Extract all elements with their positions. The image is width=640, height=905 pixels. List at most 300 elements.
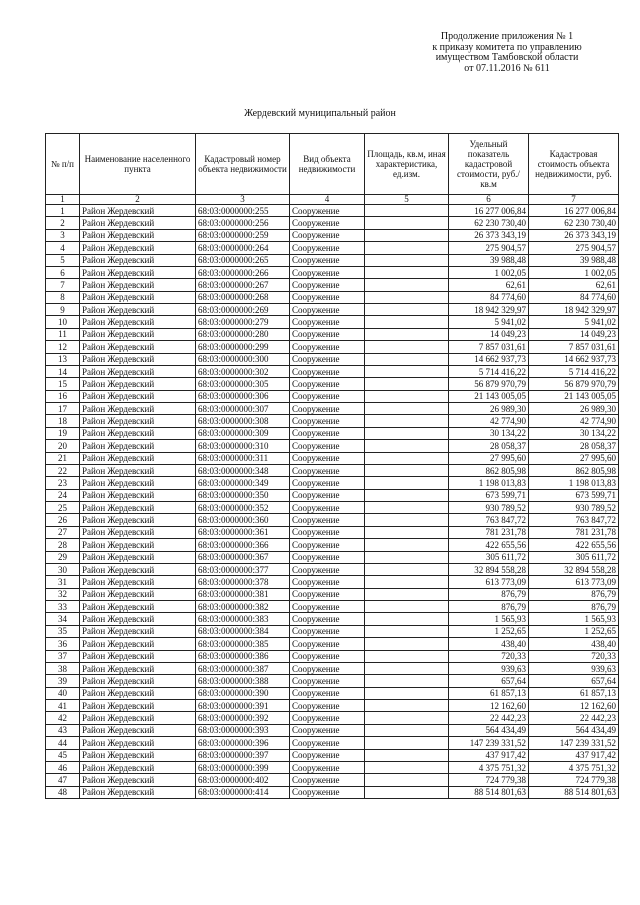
cadastral-number: 68:03:0000000:280 bbox=[196, 328, 290, 340]
object-type: Сооружение bbox=[290, 205, 365, 217]
table-row bbox=[46, 341, 619, 353]
cadastral-number: 68:03:0000000:381 bbox=[196, 588, 290, 600]
settlement-name: Район Жердевский bbox=[80, 526, 196, 538]
specific-value: 275 904,57 bbox=[449, 242, 529, 254]
cadastral-number: 68:03:0000000:349 bbox=[196, 477, 290, 489]
cadastral-number: 68:03:0000000:393 bbox=[196, 724, 290, 736]
settlement-name: Район Жердевский bbox=[80, 749, 196, 761]
row-number: 25 bbox=[46, 502, 80, 514]
cadastral-cost: 862 805,98 bbox=[529, 464, 619, 476]
object-type: Сооружение bbox=[290, 539, 365, 551]
row-number: 42 bbox=[46, 712, 80, 724]
settlement-name: Район Жердевский bbox=[80, 341, 196, 353]
cadastral-number: 68:03:0000000:300 bbox=[196, 353, 290, 365]
cadastral-cost: 88 514 801,63 bbox=[529, 786, 619, 798]
area-value bbox=[365, 576, 449, 588]
object-type: Сооружение bbox=[290, 625, 365, 637]
table-row bbox=[46, 675, 619, 687]
cadastral-cost: 61 857,13 bbox=[529, 687, 619, 699]
cadastral-cost: 16 277 006,84 bbox=[529, 205, 619, 217]
settlement-name: Район Жердевский bbox=[80, 403, 196, 415]
cadastral-cost: 437 917,42 bbox=[529, 749, 619, 761]
cadastral-cost: 5 714 416,22 bbox=[529, 365, 619, 377]
cadastral-number: 68:03:0000000:399 bbox=[196, 761, 290, 773]
table-row bbox=[46, 279, 619, 291]
table-row bbox=[46, 229, 619, 241]
table-row bbox=[46, 576, 619, 588]
table-row bbox=[46, 502, 619, 514]
settlement-name: Район Жердевский bbox=[80, 304, 196, 316]
object-type: Сооружение bbox=[290, 452, 365, 464]
settlement-name: Район Жердевский bbox=[80, 217, 196, 229]
cadastral-number: 68:03:0000000:307 bbox=[196, 403, 290, 415]
settlement-name: Район Жердевский bbox=[80, 254, 196, 266]
specific-value: 42 774,90 bbox=[449, 415, 529, 427]
area-value bbox=[365, 662, 449, 674]
cadastral-cost: 26 989,30 bbox=[529, 403, 619, 415]
object-type: Сооружение bbox=[290, 415, 365, 427]
area-value bbox=[365, 650, 449, 662]
table-row bbox=[46, 737, 619, 749]
row-number: 32 bbox=[46, 588, 80, 600]
area-value bbox=[365, 242, 449, 254]
row-number: 48 bbox=[46, 786, 80, 798]
settlement-name: Район Жердевский bbox=[80, 266, 196, 278]
cadastral-number: 68:03:0000000:306 bbox=[196, 390, 290, 402]
cadastral-cost: 1 002,05 bbox=[529, 266, 619, 278]
settlement-name: Район Жердевский bbox=[80, 464, 196, 476]
table-row bbox=[46, 724, 619, 736]
specific-value: 14 662 937,73 bbox=[449, 353, 529, 365]
cadastral-number: 68:03:0000000:378 bbox=[196, 576, 290, 588]
cadastral-number: 68:03:0000000:256 bbox=[196, 217, 290, 229]
specific-value: 28 058,37 bbox=[449, 440, 529, 452]
settlement-name: Район Жердевский bbox=[80, 724, 196, 736]
specific-value: 1 198 013,83 bbox=[449, 477, 529, 489]
row-number: 7 bbox=[46, 279, 80, 291]
settlement-name: Район Жердевский bbox=[80, 205, 196, 217]
row-number: 2 bbox=[46, 217, 80, 229]
table-row bbox=[46, 390, 619, 402]
table-row bbox=[46, 687, 619, 699]
cadastral-cost: 422 655,56 bbox=[529, 539, 619, 551]
row-number: 23 bbox=[46, 477, 80, 489]
cadastral-number: 68:03:0000000:402 bbox=[196, 774, 290, 786]
cadastral-number: 68:03:0000000:396 bbox=[196, 737, 290, 749]
cadastral-number: 68:03:0000000:299 bbox=[196, 341, 290, 353]
object-type: Сооружение bbox=[290, 551, 365, 563]
header-line-4: от 07.11.2016 № 611 bbox=[464, 62, 550, 74]
cadastral-number: 68:03:0000000:377 bbox=[196, 563, 290, 575]
column-header-specific-value: Удельный показатель кадастровой стоимости, руб./кв.м bbox=[449, 134, 529, 195]
column-header-number: № п/п bbox=[46, 134, 80, 195]
table-row bbox=[46, 563, 619, 575]
specific-value: 1 252,65 bbox=[449, 625, 529, 637]
table-row bbox=[46, 638, 619, 650]
table-row bbox=[46, 266, 619, 278]
specific-value: 26 373 343,19 bbox=[449, 229, 529, 241]
row-number: 24 bbox=[46, 489, 80, 501]
cadastral-number: 68:03:0000000:392 bbox=[196, 712, 290, 724]
area-value bbox=[365, 464, 449, 476]
cadastral-cost: 1 252,65 bbox=[529, 625, 619, 637]
specific-value: 1 565,93 bbox=[449, 613, 529, 625]
object-type: Сооружение bbox=[290, 724, 365, 736]
cadastral-number: 68:03:0000000:352 bbox=[196, 502, 290, 514]
cadastral-cost: 39 988,48 bbox=[529, 254, 619, 266]
area-value bbox=[365, 588, 449, 600]
cadastral-number: 68:03:0000000:366 bbox=[196, 539, 290, 551]
column-number: 2 bbox=[80, 195, 196, 205]
settlement-name: Район Жердевский bbox=[80, 650, 196, 662]
object-type: Сооружение bbox=[290, 638, 365, 650]
area-value bbox=[365, 502, 449, 514]
object-type: Сооружение bbox=[290, 712, 365, 724]
table-row bbox=[46, 613, 619, 625]
settlement-name: Район Жердевский bbox=[80, 353, 196, 365]
object-type: Сооружение bbox=[290, 489, 365, 501]
specific-value: 62 230 730,40 bbox=[449, 217, 529, 229]
cadastral-number: 68:03:0000000:382 bbox=[196, 601, 290, 613]
row-number: 6 bbox=[46, 266, 80, 278]
row-number: 35 bbox=[46, 625, 80, 637]
area-value bbox=[365, 304, 449, 316]
settlement-name: Район Жердевский bbox=[80, 563, 196, 575]
table-row bbox=[46, 477, 619, 489]
object-type: Сооружение bbox=[290, 700, 365, 712]
object-type: Сооружение bbox=[290, 514, 365, 526]
cadastral-cost: 14 662 937,73 bbox=[529, 353, 619, 365]
settlement-name: Район Жердевский bbox=[80, 427, 196, 439]
header-line-1: Продолжение приложения № 1 bbox=[440, 31, 574, 42]
settlement-name: Район Жердевский bbox=[80, 551, 196, 563]
area-value bbox=[365, 440, 449, 452]
cadastral-cost: 84 774,60 bbox=[529, 291, 619, 303]
specific-value: 84 774,60 bbox=[449, 291, 529, 303]
settlement-name: Район Жердевский bbox=[80, 588, 196, 600]
cadastral-cost: 930 789,52 bbox=[529, 502, 619, 514]
specific-value: 22 442,23 bbox=[449, 712, 529, 724]
cadastral-number: 68:03:0000000:311 bbox=[196, 452, 290, 464]
specific-value: 781 231,78 bbox=[449, 526, 529, 538]
row-number: 18 bbox=[46, 415, 80, 427]
table-row bbox=[46, 328, 619, 340]
object-type: Сооружение bbox=[290, 242, 365, 254]
area-value bbox=[365, 205, 449, 217]
cadastral-cost: 781 231,78 bbox=[529, 526, 619, 538]
settlement-name: Район Жердевский bbox=[80, 576, 196, 588]
specific-value: 56 879 970,79 bbox=[449, 378, 529, 390]
specific-value: 437 917,42 bbox=[449, 749, 529, 761]
settlement-name: Район Жердевский bbox=[80, 242, 196, 254]
table-row bbox=[46, 365, 619, 377]
table-row bbox=[46, 774, 619, 786]
cadastral-cost: 14 049,23 bbox=[529, 328, 619, 340]
cadastral-cost: 7 857 031,61 bbox=[529, 341, 619, 353]
settlement-name: Район Жердевский bbox=[80, 229, 196, 241]
object-type: Сооружение bbox=[290, 662, 365, 674]
row-number: 13 bbox=[46, 353, 80, 365]
object-type: Сооружение bbox=[290, 502, 365, 514]
row-number: 37 bbox=[46, 650, 80, 662]
specific-value: 5 714 416,22 bbox=[449, 365, 529, 377]
row-number: 38 bbox=[46, 662, 80, 674]
area-value bbox=[365, 761, 449, 773]
table-row bbox=[46, 761, 619, 773]
specific-value: 62,61 bbox=[449, 279, 529, 291]
settlement-name: Район Жердевский bbox=[80, 613, 196, 625]
cadastral-number: 68:03:0000000:385 bbox=[196, 638, 290, 650]
row-number: 9 bbox=[46, 304, 80, 316]
object-type: Сооружение bbox=[290, 266, 365, 278]
cadastral-cost: 939,63 bbox=[529, 662, 619, 674]
object-type: Сооружение bbox=[290, 341, 365, 353]
object-type: Сооружение bbox=[290, 229, 365, 241]
table-row bbox=[46, 514, 619, 526]
area-value bbox=[365, 353, 449, 365]
table-row bbox=[46, 464, 619, 476]
object-type: Сооружение bbox=[290, 749, 365, 761]
cadastral-cost: 305 611,72 bbox=[529, 551, 619, 563]
cadastral-cost: 12 162,60 bbox=[529, 700, 619, 712]
cadastral-number: 68:03:0000000:386 bbox=[196, 650, 290, 662]
settlement-name: Район Жердевский bbox=[80, 761, 196, 773]
cadastral-cost: 26 373 343,19 bbox=[529, 229, 619, 241]
settlement-name: Район Жердевский bbox=[80, 489, 196, 501]
specific-value: 613 773,09 bbox=[449, 576, 529, 588]
area-value bbox=[365, 316, 449, 328]
object-type: Сооружение bbox=[290, 427, 365, 439]
table-row bbox=[46, 489, 619, 501]
settlement-name: Район Жердевский bbox=[80, 477, 196, 489]
settlement-name: Район Жердевский bbox=[80, 712, 196, 724]
cadastral-cost: 720,33 bbox=[529, 650, 619, 662]
cadastral-number: 68:03:0000000:309 bbox=[196, 427, 290, 439]
header-line-2: к приказу комитета по управлению bbox=[432, 41, 582, 53]
cadastral-cost: 56 879 970,79 bbox=[529, 378, 619, 390]
area-value bbox=[365, 687, 449, 699]
object-type: Сооружение bbox=[290, 786, 365, 798]
specific-value: 18 942 329,97 bbox=[449, 304, 529, 316]
cadastral-number: 68:03:0000000:348 bbox=[196, 464, 290, 476]
table-row bbox=[46, 625, 619, 637]
object-type: Сооружение bbox=[290, 526, 365, 538]
area-value bbox=[365, 786, 449, 798]
cadastral-number: 68:03:0000000:302 bbox=[196, 365, 290, 377]
specific-value: 564 434,49 bbox=[449, 724, 529, 736]
table-row bbox=[46, 291, 619, 303]
specific-value: 876,79 bbox=[449, 588, 529, 600]
specific-value: 147 239 331,52 bbox=[449, 737, 529, 749]
area-value bbox=[365, 390, 449, 402]
table-row bbox=[46, 712, 619, 724]
area-value bbox=[365, 749, 449, 761]
cadastral-cost: 724 779,38 bbox=[529, 774, 619, 786]
cadastral-cost: 438,40 bbox=[529, 638, 619, 650]
area-value bbox=[365, 539, 449, 551]
object-type: Сооружение bbox=[290, 316, 365, 328]
area-value bbox=[365, 254, 449, 266]
cadastral-number: 68:03:0000000:266 bbox=[196, 266, 290, 278]
column-number: 1 bbox=[46, 195, 80, 205]
object-type: Сооружение bbox=[290, 353, 365, 365]
area-value bbox=[365, 675, 449, 687]
row-number: 5 bbox=[46, 254, 80, 266]
area-value bbox=[365, 489, 449, 501]
cadastral-number: 68:03:0000000:390 bbox=[196, 687, 290, 699]
cadastral-cost: 147 239 331,52 bbox=[529, 737, 619, 749]
specific-value: 88 514 801,63 bbox=[449, 786, 529, 798]
area-value bbox=[365, 613, 449, 625]
table-row bbox=[46, 700, 619, 712]
area-value bbox=[365, 601, 449, 613]
object-type: Сооружение bbox=[290, 563, 365, 575]
table-row bbox=[46, 242, 619, 254]
table-row bbox=[46, 415, 619, 427]
table-row bbox=[46, 786, 619, 798]
specific-value: 16 277 006,84 bbox=[449, 205, 529, 217]
table-row bbox=[46, 526, 619, 538]
area-value bbox=[365, 700, 449, 712]
area-value bbox=[365, 563, 449, 575]
specific-value: 763 847,72 bbox=[449, 514, 529, 526]
row-number: 34 bbox=[46, 613, 80, 625]
table-row bbox=[46, 440, 619, 452]
row-number: 1 bbox=[46, 205, 80, 217]
settlement-name: Район Жердевский bbox=[80, 786, 196, 798]
cadastral-cost: 275 904,57 bbox=[529, 242, 619, 254]
area-value bbox=[365, 638, 449, 650]
settlement-name: Район Жердевский bbox=[80, 365, 196, 377]
cadastral-cost: 564 434,49 bbox=[529, 724, 619, 736]
row-number: 15 bbox=[46, 378, 80, 390]
specific-value: 862 805,98 bbox=[449, 464, 529, 476]
column-header-area: Площадь, кв.м, иная характеристика, ед.изм. bbox=[365, 134, 449, 195]
area-value bbox=[365, 229, 449, 241]
settlement-name: Район Жердевский bbox=[80, 390, 196, 402]
specific-value: 5 941,02 bbox=[449, 316, 529, 328]
settlement-name: Район Жердевский bbox=[80, 539, 196, 551]
specific-value: 21 143 005,05 bbox=[449, 390, 529, 402]
row-number: 4 bbox=[46, 242, 80, 254]
area-value bbox=[365, 266, 449, 278]
object-type: Сооружение bbox=[290, 675, 365, 687]
settlement-name: Район Жердевский bbox=[80, 514, 196, 526]
area-value bbox=[365, 403, 449, 415]
object-type: Сооружение bbox=[290, 378, 365, 390]
specific-value: 14 049,23 bbox=[449, 328, 529, 340]
table-row bbox=[46, 749, 619, 761]
column-header-cadastral-cost: Кадастровая стоимость объекта недвижимости, руб. bbox=[529, 134, 619, 195]
object-type: Сооружение bbox=[290, 304, 365, 316]
table-row bbox=[46, 217, 619, 229]
table-row bbox=[46, 353, 619, 365]
cadastral-number: 68:03:0000000:265 bbox=[196, 254, 290, 266]
area-value bbox=[365, 341, 449, 353]
row-number: 40 bbox=[46, 687, 80, 699]
table-row bbox=[46, 662, 619, 674]
cadastral-cost: 28 058,37 bbox=[529, 440, 619, 452]
row-number: 10 bbox=[46, 316, 80, 328]
row-number: 14 bbox=[46, 365, 80, 377]
row-number: 33 bbox=[46, 601, 80, 613]
object-type: Сооружение bbox=[290, 365, 365, 377]
object-type: Сооружение bbox=[290, 254, 365, 266]
cadastral-cost: 613 773,09 bbox=[529, 576, 619, 588]
row-number: 46 bbox=[46, 761, 80, 773]
area-value bbox=[365, 712, 449, 724]
object-type: Сооружение bbox=[290, 390, 365, 402]
settlement-name: Район Жердевский bbox=[80, 316, 196, 328]
cadastral-cost: 876,79 bbox=[529, 601, 619, 613]
row-number: 22 bbox=[46, 464, 80, 476]
specific-value: 32 894 558,28 bbox=[449, 563, 529, 575]
area-value bbox=[365, 514, 449, 526]
object-type: Сооружение bbox=[290, 328, 365, 340]
row-number: 21 bbox=[46, 452, 80, 464]
object-type: Сооружение bbox=[290, 217, 365, 229]
area-value bbox=[365, 774, 449, 786]
settlement-name: Район Жердевский bbox=[80, 328, 196, 340]
row-number: 27 bbox=[46, 526, 80, 538]
column-number-row bbox=[46, 195, 619, 205]
row-number: 28 bbox=[46, 539, 80, 551]
cadastral-number: 68:03:0000000:310 bbox=[196, 440, 290, 452]
row-number: 29 bbox=[46, 551, 80, 563]
specific-value: 4 375 751,32 bbox=[449, 761, 529, 773]
area-value bbox=[365, 477, 449, 489]
cadastral-number: 68:03:0000000:279 bbox=[196, 316, 290, 328]
cadastral-cost: 5 941,02 bbox=[529, 316, 619, 328]
cadastral-cost: 763 847,72 bbox=[529, 514, 619, 526]
cadastral-number: 68:03:0000000:361 bbox=[196, 526, 290, 538]
table-header-row bbox=[46, 134, 619, 195]
object-type: Сооружение bbox=[290, 440, 365, 452]
settlement-name: Район Жердевский bbox=[80, 774, 196, 786]
table-row bbox=[46, 316, 619, 328]
settlement-name: Район Жердевский bbox=[80, 638, 196, 650]
column-header-cadastral-number: Кадастровый номер объекта недвижимости bbox=[196, 134, 290, 195]
area-value bbox=[365, 291, 449, 303]
cadastral-table bbox=[45, 133, 619, 799]
settlement-name: Район Жердевский bbox=[80, 625, 196, 637]
object-type: Сооружение bbox=[290, 403, 365, 415]
object-type: Сооружение bbox=[290, 737, 365, 749]
column-number: 5 bbox=[365, 195, 449, 205]
cadastral-cost: 4 375 751,32 bbox=[529, 761, 619, 773]
cadastral-number: 68:03:0000000:259 bbox=[196, 229, 290, 241]
cadastral-number: 68:03:0000000:414 bbox=[196, 786, 290, 798]
object-type: Сооружение bbox=[290, 761, 365, 773]
cadastral-cost: 22 442,23 bbox=[529, 712, 619, 724]
area-value bbox=[365, 724, 449, 736]
object-type: Сооружение bbox=[290, 687, 365, 699]
column-number: 3 bbox=[196, 195, 290, 205]
settlement-name: Район Жердевский bbox=[80, 601, 196, 613]
area-value bbox=[365, 427, 449, 439]
table-row bbox=[46, 452, 619, 464]
cadastral-number: 68:03:0000000:391 bbox=[196, 700, 290, 712]
area-value bbox=[365, 452, 449, 464]
row-number: 36 bbox=[46, 638, 80, 650]
specific-value: 930 789,52 bbox=[449, 502, 529, 514]
row-number: 3 bbox=[46, 229, 80, 241]
column-header-object-type: Вид объекта недвижимости bbox=[290, 134, 365, 195]
area-value bbox=[365, 526, 449, 538]
area-value bbox=[365, 415, 449, 427]
table-row bbox=[46, 304, 619, 316]
row-number: 31 bbox=[46, 576, 80, 588]
